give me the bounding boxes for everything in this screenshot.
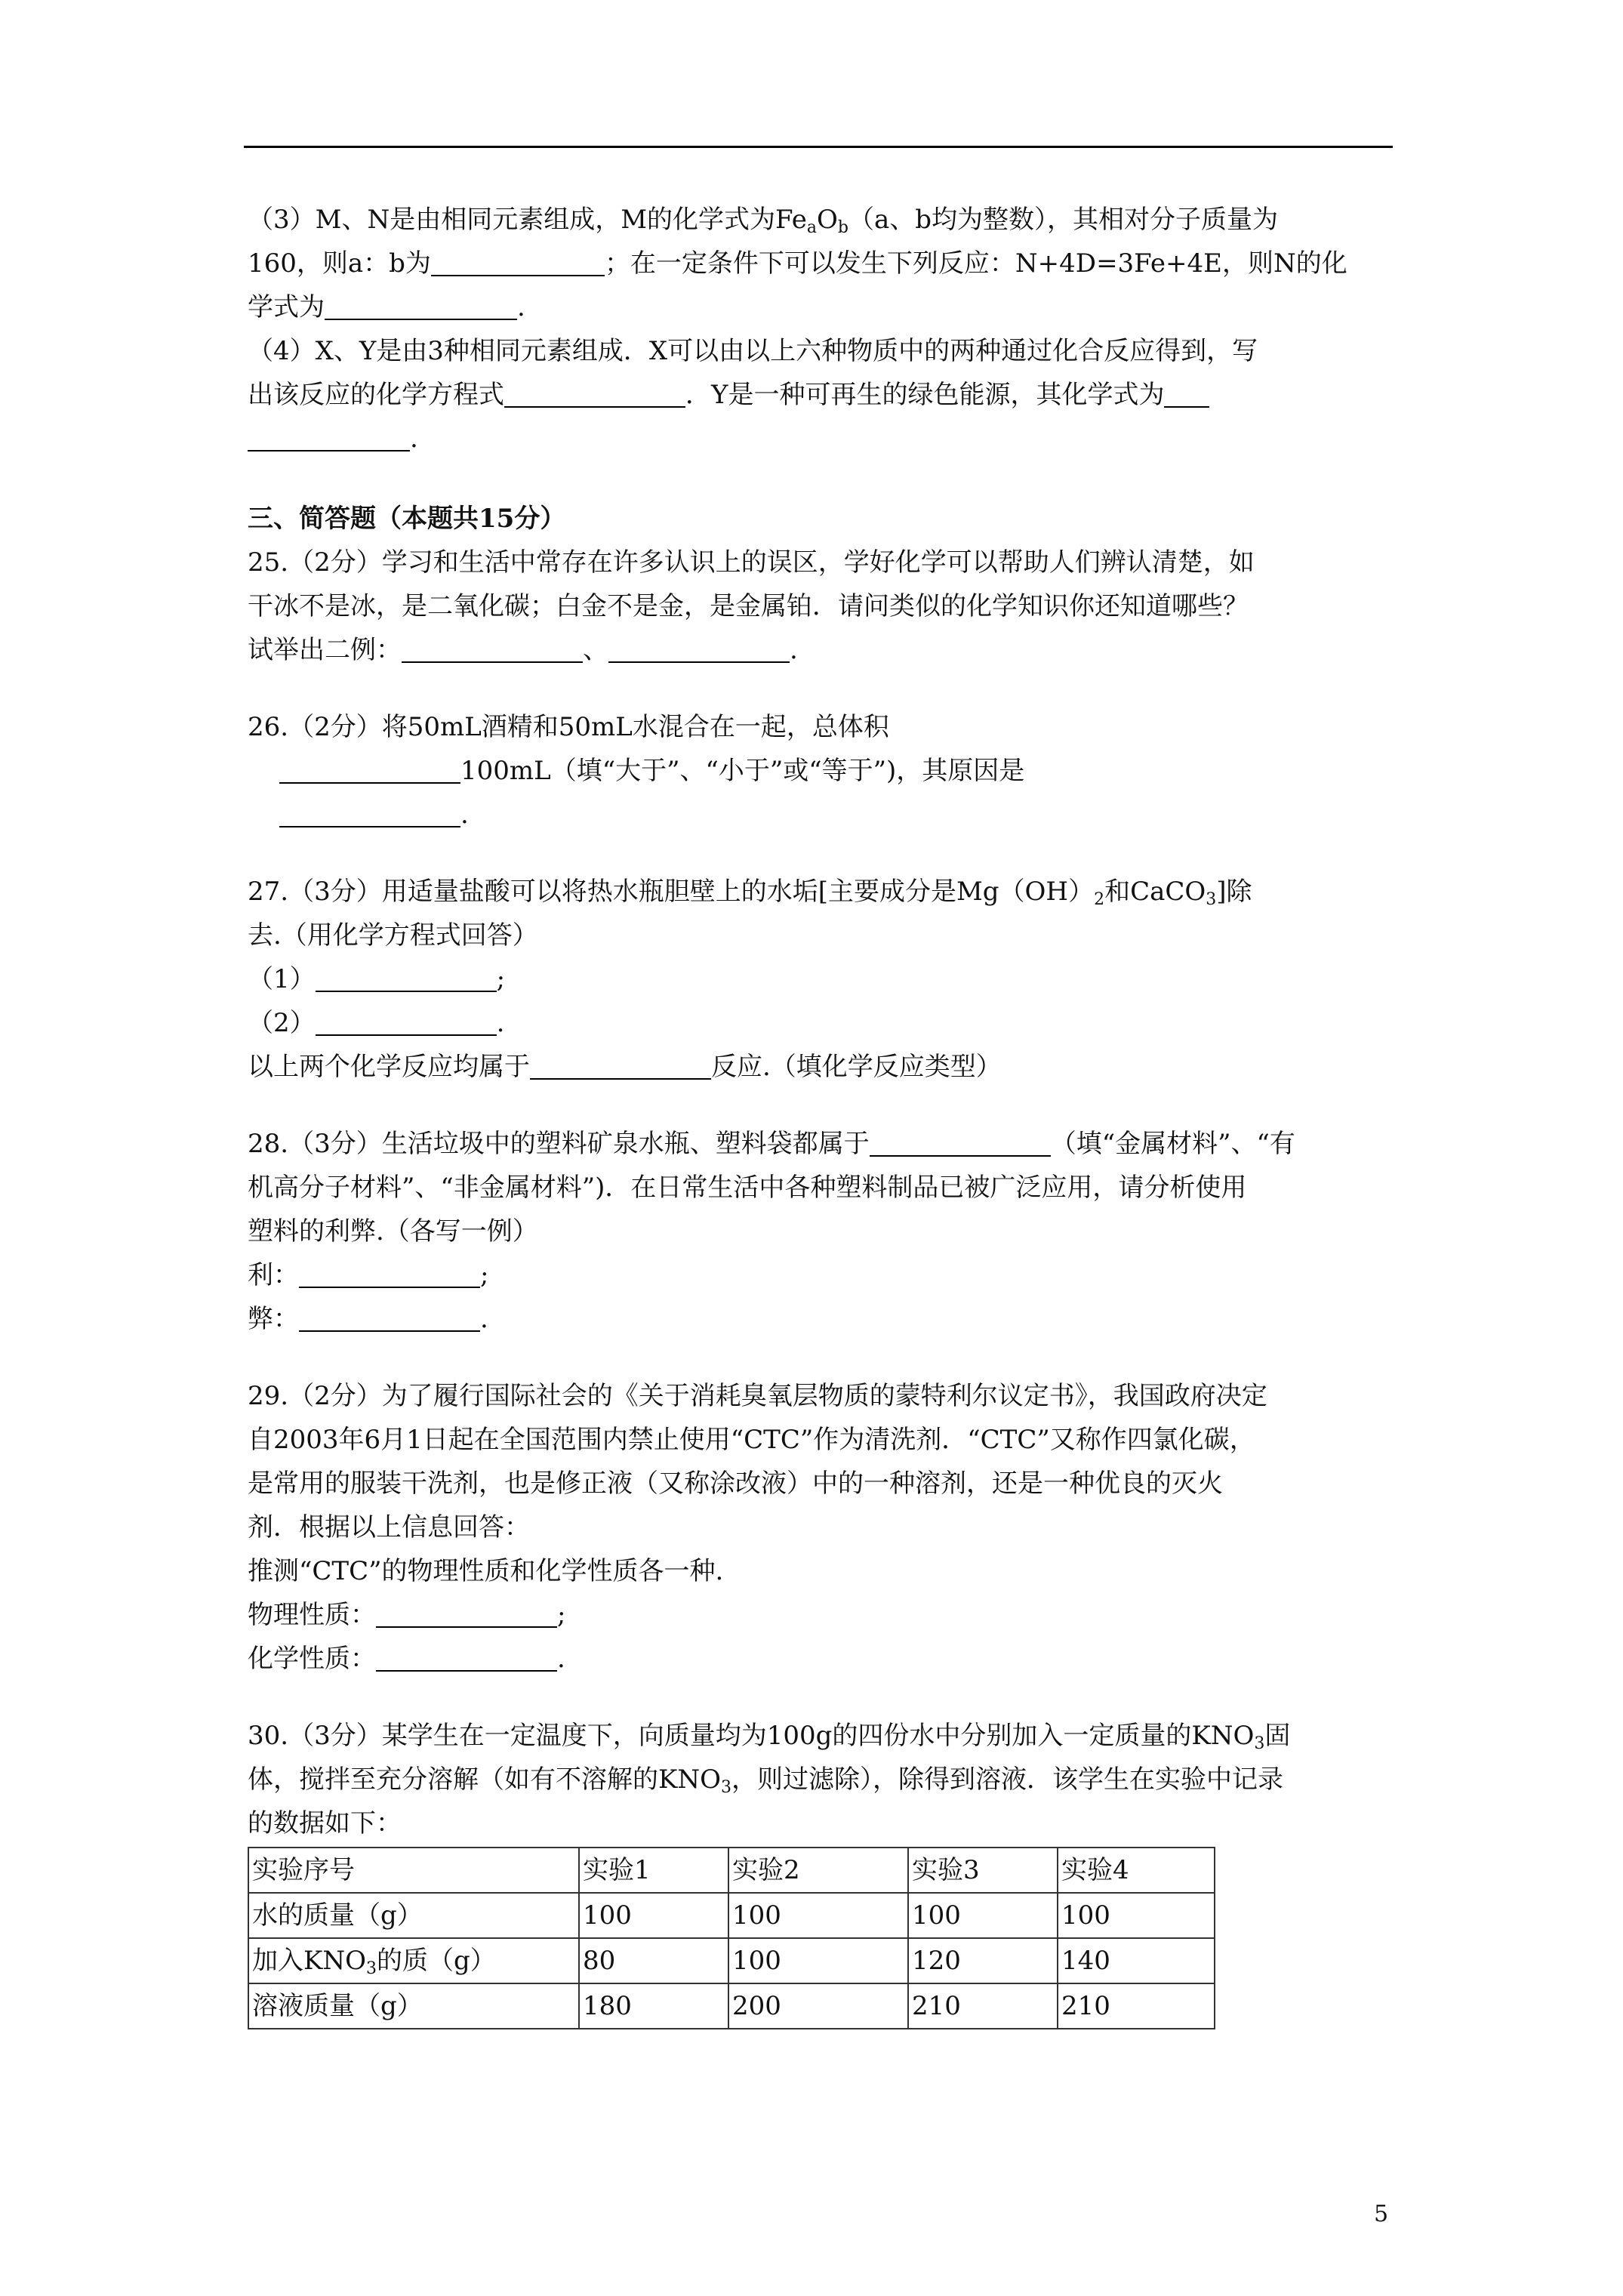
text: 反应.（填化学反应类型） xyxy=(711,1052,1002,1082)
subscript: 3 xyxy=(366,1959,377,1978)
document-body xyxy=(248,198,1410,2029)
q25-line2: 干冰不是冰，是二氧化碳；白金不是金，是金属铂．请问类似的化学知识你还知道哪些？ xyxy=(248,591,1249,621)
answer-blank[interactable] xyxy=(279,796,460,827)
text: 和CaCO xyxy=(1104,877,1206,907)
q24-part4-line3 xyxy=(248,417,1410,461)
q24-part4-line1 xyxy=(248,329,1410,373)
data-table xyxy=(248,1847,1215,2029)
table-cell: 120 xyxy=(908,1938,1058,1983)
text: . xyxy=(460,800,469,830)
text: 体，搅拌至充分溶解（如有不溶解的KNO xyxy=(248,1764,722,1795)
q24-part3-line2 xyxy=(248,242,1410,285)
text: 加入KNO xyxy=(252,1946,367,1976)
text: 28.（3分）生活垃圾中的塑料矿泉水瓶、塑料袋都属于 xyxy=(248,1129,870,1159)
text: （1） xyxy=(248,964,316,994)
answer-blank[interactable] xyxy=(325,288,517,320)
page-number: 5 xyxy=(1374,2201,1389,2227)
text: 化学性质： xyxy=(248,1644,376,1674)
text: 物理性质： xyxy=(248,1600,376,1630)
subscript: a xyxy=(806,218,817,237)
q24-part4-line2 xyxy=(248,373,1410,417)
q27-line2: 去.（用化学方程式回答） xyxy=(248,920,538,951)
text: ]除 xyxy=(1216,877,1252,907)
text: 以上两个化学反应均属于 xyxy=(248,1052,530,1082)
q29-line6 xyxy=(248,1593,1410,1637)
q30-line2 xyxy=(248,1758,1410,1801)
q24-part3-line1 xyxy=(248,198,1410,242)
subscript: 3 xyxy=(1206,890,1217,909)
q26-line1: 26.（2分）将50mL酒精和50mL水混合在一起，总体积 xyxy=(248,712,889,742)
answer-blank[interactable] xyxy=(530,1048,711,1080)
text: 100mL（填“大于”、“小于”或“等于”)，其原因是 xyxy=(460,756,1025,786)
text: 固 xyxy=(1264,1721,1291,1751)
subscript: 2 xyxy=(1094,890,1105,909)
answer-blank[interactable] xyxy=(431,245,605,276)
text: 的质（g） xyxy=(377,1946,496,1976)
text: 利： xyxy=(248,1260,299,1290)
answer-blank[interactable] xyxy=(870,1125,1051,1157)
table-row xyxy=(248,1983,1215,2029)
text: . xyxy=(557,1644,565,1674)
table-cell xyxy=(248,1938,579,1983)
q29-line4: 剂．根据以上信息回答： xyxy=(248,1512,530,1542)
q25-line1: 25.（2分）学习和生活中常存在许多认识上的误区，学好化学可以帮助人们辨认清楚，如 xyxy=(248,547,1255,578)
table-cell: 溶液质量（g） xyxy=(248,1983,579,2029)
q29-line5: 推测“CTC”的物理性质和化学性质各一种. xyxy=(248,1556,724,1586)
text: ; xyxy=(496,964,506,994)
table-cell: 100 xyxy=(908,1893,1058,1938)
q28-line4 xyxy=(248,1253,1410,1297)
answer-blank[interactable] xyxy=(376,1596,557,1628)
table-cell: 140 xyxy=(1058,1938,1215,1983)
table-cell: 实验4 xyxy=(1058,1848,1215,1893)
section-title: 三、简答题（本题共15分） xyxy=(248,504,566,534)
text: ．Y是一种可再生的绿色能源，其化学式为 xyxy=(685,380,1165,410)
answer-blank[interactable] xyxy=(504,376,685,408)
text: . xyxy=(496,1008,505,1038)
answer-blank[interactable] xyxy=(299,1256,480,1288)
text: （填“金属材料”、“有 xyxy=(1050,1129,1295,1159)
q27-line3 xyxy=(248,957,1410,1001)
text: . xyxy=(790,635,798,665)
q29-line7 xyxy=(248,1637,1410,1681)
q30-line1 xyxy=(248,1714,1410,1758)
q29-line3: 是常用的服装干洗剂，也是修正液（又称涂改液）中的一种溶剂，还是一种优良的灭火 xyxy=(248,1469,1223,1499)
text: （a、b均为整数），其相对分子质量为 xyxy=(848,205,1279,235)
table-cell: 实验1 xyxy=(579,1848,728,1893)
table-cell: 100 xyxy=(728,1938,908,1983)
text: 出该反应的化学方程式 xyxy=(248,380,504,410)
q26-line2 xyxy=(248,749,1410,793)
q26-line3 xyxy=(248,793,1410,837)
q28-line2: 机高分子材料”、“非金属材料”)．在日常生活中各种塑料制品已被广泛应用，请分析使用 xyxy=(248,1173,1247,1203)
q29-line2: 自2003年6月1日起在全国范围内禁止使用“CTC”作为清洗剂．“CTC”又称作四氯化碳， xyxy=(248,1425,1255,1455)
text: ，则过滤除），除得到溶液．该学生在实验中记录 xyxy=(731,1764,1284,1795)
answer-blank[interactable] xyxy=(299,1300,480,1332)
q27-line5 xyxy=(248,1045,1410,1089)
text: ；在一定条件下可以发生下列反应：N+4D=3Fe+4E，则N的化 xyxy=(604,248,1347,279)
table-cell: 80 xyxy=(579,1938,728,1983)
table-cell: 100 xyxy=(579,1893,728,1938)
answer-blank[interactable] xyxy=(376,1640,557,1672)
q28-line5 xyxy=(248,1297,1410,1341)
header-rule xyxy=(244,146,1393,148)
text: （2） xyxy=(248,1008,316,1038)
text: . xyxy=(517,292,525,322)
answer-blank[interactable] xyxy=(402,631,583,663)
table-cell: 100 xyxy=(728,1893,908,1938)
table-cell: 水的质量（g） xyxy=(248,1893,579,1938)
text: ; xyxy=(557,1600,566,1630)
text: （3）M、N是由相同元素组成，M的化学式为Fe xyxy=(248,205,807,235)
q25-line3 xyxy=(248,628,1410,672)
text: 27.（3分）用适量盐酸可以将热水瓶胆壁上的水垢[主要成分是Mg（OH） xyxy=(248,877,1095,907)
text: 30.（3分）某学生在一定温度下，向质量均为100g的四份水中分别加入一定质量的KNO xyxy=(248,1721,1255,1751)
table-cell: 实验序号 xyxy=(248,1848,579,1893)
answer-blank[interactable] xyxy=(279,752,460,784)
answer-blank[interactable] xyxy=(316,1004,497,1036)
q28-line3: 塑料的利弊.（各写一例） xyxy=(248,1216,538,1247)
table-cell: 210 xyxy=(1058,1983,1215,2029)
answer-blank[interactable] xyxy=(316,960,497,992)
text: 、 xyxy=(583,635,608,665)
table-cell: 200 xyxy=(728,1983,908,2029)
table-cell: 实验3 xyxy=(908,1848,1058,1893)
table-cell: 210 xyxy=(908,1983,1058,2029)
text: 学式为 xyxy=(248,292,325,322)
q24-part3-line3 xyxy=(248,285,1410,329)
q27-line1 xyxy=(248,870,1410,914)
subscript: 3 xyxy=(1254,1734,1265,1753)
text: O xyxy=(817,205,838,235)
table-header-row xyxy=(248,1848,1215,1893)
q27-line4 xyxy=(248,1001,1410,1045)
answer-blank[interactable] xyxy=(248,420,410,451)
answer-blank[interactable] xyxy=(1164,376,1209,408)
q30-line3: 的数据如下： xyxy=(248,1808,402,1838)
text: （4）X、Y是由3种相同元素组成．X可以由以上六种物质中的两种通过化合反应得到，写 xyxy=(248,336,1258,366)
subscript: b xyxy=(837,218,848,237)
table-row xyxy=(248,1938,1215,1983)
text: . xyxy=(410,424,418,454)
q29-line1: 29.（2分）为了履行国际社会的《关于消耗臭氧层物质的蒙特利尔议定书》，我国政府决定 xyxy=(248,1381,1267,1411)
subscript: 3 xyxy=(721,1778,732,1797)
table-cell: 实验2 xyxy=(728,1848,908,1893)
text: 弊： xyxy=(248,1304,299,1334)
text: 试举出二例： xyxy=(248,635,402,665)
q28-line1 xyxy=(248,1122,1410,1166)
answer-blank[interactable] xyxy=(608,631,790,663)
text: ; xyxy=(480,1260,489,1290)
table-row xyxy=(248,1893,1215,1938)
table-cell: 100 xyxy=(1058,1893,1215,1938)
text: 160，则a：b为 xyxy=(248,248,431,279)
table-cell: 180 xyxy=(579,1983,728,2029)
text: . xyxy=(480,1304,488,1334)
